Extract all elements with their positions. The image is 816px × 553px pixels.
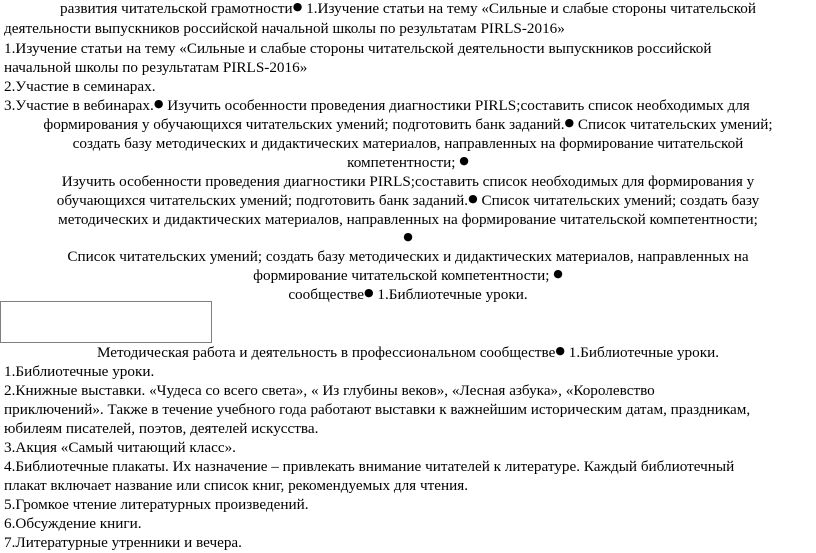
- text-line: сообществе● 1.Библиотечные уроки.: [288, 286, 528, 303]
- text-line: методических и дидактических материалов, направленных на формирование читательской компетентности;: [58, 211, 758, 228]
- text-line: 3.Участие в вебинарах.● Изучить особенности проведения диагностики PIRLS;составить список необходимых для: [4, 97, 750, 114]
- text-line: юбилеям писателей, поэтов, деятелей искусства.: [4, 420, 319, 437]
- bullet-icon: ●: [468, 192, 478, 205]
- list-item: 4.Библиотечные плакаты. Их назначение – привлекать внимание читателей к литературе. Каждый библиотечный: [4, 458, 735, 475]
- bullet-icon: ●: [153, 97, 164, 110]
- list-item: 2.Книжные выставки. «Чудеса со всего света», « Из глубины веков», «Лесная азбука», «Королевство: [4, 382, 655, 399]
- text-line: формирование читательской компетентности; ●: [253, 267, 563, 284]
- section-heading: Методическая работа и деятельность в профессиональном сообществе● 1.Библиотечные уроки.: [96, 344, 720, 361]
- text-line: приключений». Также в течение учебного года работают выставки к важнейшим историческим датам, праздникам,: [4, 401, 751, 418]
- bullet-icon: ●: [363, 286, 374, 299]
- text-line: деятельности выпускников российской начальной школы по результатам PIRLS-2016»: [4, 20, 565, 37]
- bullet-icon: ●: [459, 154, 469, 167]
- empty-text-box: [0, 301, 212, 343]
- text-line: плакат включает название или список книг, рекомендуемых для чтения.: [4, 477, 469, 494]
- bullet-icon: ●: [553, 267, 563, 280]
- text-line: 1.Изучение статьи на тему «Сильные и слабые стороны читательской деятельности выпускников российской: [4, 40, 712, 57]
- bullet-icon: ●: [555, 344, 565, 357]
- bullet-icon: ●: [292, 0, 303, 13]
- list-item: 7.Литературные утренники и вечера.: [4, 534, 242, 551]
- text-line: формирования у обучающихся читательских умений; подготовить банк заданий.● Список читательских умений;: [43, 116, 773, 133]
- bullet-icon: ●: [564, 116, 575, 129]
- text-line: обучающихся читательских умений; подготовить банк заданий.● Список читательских умений; создать базу: [56, 192, 760, 209]
- list-item: 3.Акция «Самый читающий класс».: [4, 439, 236, 456]
- text-line: начальной школы по результатам PIRLS-2016»: [4, 59, 308, 76]
- list-item: 6.Обсуждение книги.: [4, 515, 142, 532]
- text-line: Изучить особенности проведения диагностики PIRLS;составить список необходимых для формирования у: [61, 173, 755, 190]
- text-line: 2.Участие в семинарах.: [4, 78, 156, 95]
- text-line: развития читательской грамотности● 1.Изучение статьи на тему «Сильные и слабые стороны читательской: [60, 0, 756, 17]
- list-item: 5.Громкое чтение литературных произведений.: [4, 496, 309, 513]
- text-line: компетентности; ●: [347, 154, 469, 171]
- bullet-icon: ●: [403, 230, 413, 243]
- text-line: Список читательских умений; создать базу методических и дидактических материалов, направленных на: [67, 248, 749, 265]
- text-line: создать базу методических и дидактических материалов, направленных на формирование читательской: [72, 135, 744, 152]
- list-item: 1.Библиотечные уроки.: [4, 363, 155, 380]
